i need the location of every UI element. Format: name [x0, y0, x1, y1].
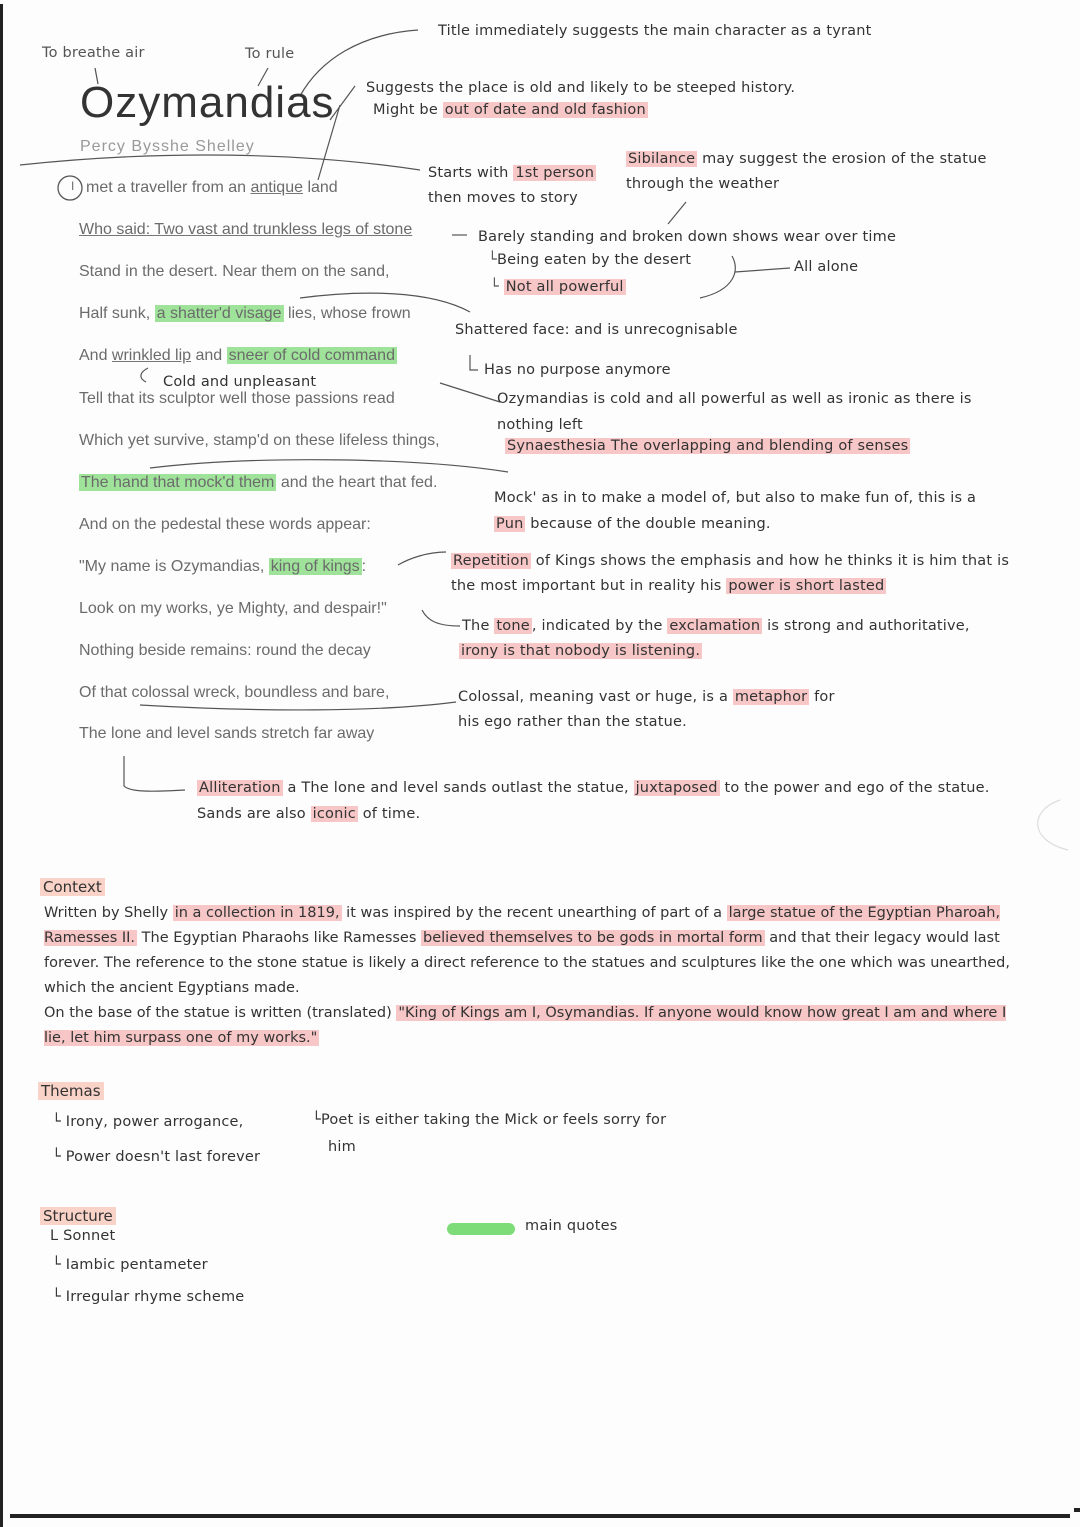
themes-heading: Themas [38, 1082, 104, 1100]
not-powerful-text: Not all powerful [505, 279, 624, 295]
theme-item-1-text: Irony, power arrogance, [65, 1114, 244, 1130]
line-5-a: And [79, 347, 112, 364]
note-place-old: Suggests the place is old and likely to be steeped history. [366, 80, 796, 96]
note-nothing-left: nothing left [497, 417, 583, 433]
poem-line-7: Which yet survive, stamp'd on these lifeless things, [79, 432, 440, 449]
note-irony-listening [459, 643, 702, 659]
tone-e: is strong and authoritative, [762, 618, 970, 634]
allit-d: to the power and ego of the statue. [719, 780, 990, 796]
quote-king-of-kings: king of kings [270, 558, 360, 575]
fp-a: Starts with [428, 165, 514, 181]
colossal-c: for [809, 689, 835, 705]
note-pun [494, 516, 771, 532]
structure-item-2 [52, 1257, 208, 1273]
poem-line-5 [79, 347, 397, 365]
ctx-collection: in a collection in 1819, [174, 905, 340, 921]
ctx-d: and that their legacy would last forever. The reference to the stone statue is likely a direct reference to the statues and sculptures like the one which was unearthed, which the ancient Egyptians made. [44, 930, 1010, 996]
ctx-statue: large statue of the Egyptian Pharoah, Ramesses II. [44, 905, 1001, 946]
synaesthesia-highlight [505, 438, 910, 454]
note-all-alone: All alone [794, 259, 859, 275]
structure-item-2-text: Iambic pentameter [65, 1257, 208, 1273]
note-tone [462, 618, 970, 634]
eaten-text: Being eaten by the desert [496, 252, 692, 268]
branch-mark: └ [488, 252, 497, 268]
quote-shatterd-visage: a shatter'd visage [156, 305, 282, 322]
structure-item-3 [52, 1289, 244, 1305]
theme-item-1 [52, 1114, 243, 1130]
irony-highlight: irony is that nobody is listening. [461, 643, 701, 659]
poem-title [80, 78, 335, 128]
line-4-c: lies, whose frown [283, 305, 411, 322]
poem-line-12: Nothing beside remains: round the decay [79, 642, 371, 659]
branch-mark: └ [52, 1257, 66, 1273]
line-1-antique: antique [250, 179, 303, 196]
sands-a: Sands are also [197, 806, 311, 822]
poem-line-11: Look on my works, ye Mighty, and despair!" [79, 600, 387, 617]
line-5-wrinkled-lip: wrinkled lip [111, 347, 192, 364]
sands-c: of time. [357, 806, 421, 822]
note-colossal [458, 689, 835, 705]
line-10-a: "My name is Ozymandias, [79, 558, 269, 575]
poem-line-14: The lone and level sands stretch far away [79, 725, 375, 742]
line-1-c: land [303, 179, 338, 196]
note-old-fashion [373, 102, 648, 118]
note-sibilance [626, 151, 987, 167]
line-1-a: met a traveller from an [86, 179, 251, 196]
allit-b: a The lone and level sands outlast the statue, [282, 780, 634, 796]
note-old-fashion-lead: Might be [373, 102, 443, 118]
note-not-all-powerful [490, 279, 626, 295]
note-power-short [451, 578, 886, 594]
theme-side-note [312, 1112, 666, 1128]
quote-hand-that-mockd: The hand that mock'd them [81, 474, 275, 491]
poem-line-6: Tell that its sculptor well those passions read [79, 390, 395, 407]
context-heading: Context [40, 878, 105, 896]
structure-item-1 [50, 1228, 115, 1244]
tone-a: The [462, 618, 495, 634]
branch-mark: └ [52, 1289, 66, 1305]
poem-author: Percy Bysshe Shelley [80, 138, 255, 155]
alliteration-term: Alliteration [199, 780, 281, 796]
line-5-c: and [191, 347, 227, 364]
repetition-rest: of Kings shows the emphasis and how he thinks it is him that is [530, 553, 1010, 569]
fp-1st-person: 1st person [515, 165, 595, 181]
quote-sneer-of-cold-command: sneer of cold command [228, 347, 395, 364]
exclamation-term: exclamation [669, 618, 761, 634]
note-eaten-by-desert [488, 252, 691, 268]
note-ego: his ego rather than the statue. [458, 714, 687, 730]
sibilance-rest: may suggest the erosion of the statue [697, 151, 987, 167]
power-short-highlight: power is short lasted [728, 578, 885, 594]
tone-c: , indicated by the [531, 618, 668, 634]
ctx-b: it was inspired by the recent unearthing of part of a [341, 905, 727, 921]
ctx2-a: On the base of the statue is written (translated) [44, 1005, 397, 1021]
colossal-a: Colossal, meaning vast or huge, is a [458, 689, 733, 705]
power-short-lead: the most important but in reality his [451, 578, 727, 594]
tone-term: tone [496, 618, 530, 634]
title-rest: mandias [161, 78, 335, 127]
structure-heading: Structure [40, 1207, 116, 1225]
note-title-tyrant: Title immediately suggests the main character as a tyrant [438, 23, 872, 39]
ctx2-inscription: "King of Kings am I, Osymandias. If anyone would know how great I am and where I lie, let him surpass one of my works." [44, 1005, 1007, 1046]
key-green-swatch [447, 1223, 515, 1235]
synaesthesia-def: The overlapping and blending of senses [606, 438, 909, 454]
label-to-rule: To rule [245, 46, 295, 62]
note-repetition [451, 553, 1009, 569]
theme-item-2-text: Power doesn't last forever [65, 1149, 261, 1165]
structure-item-3-text: Irregular rhyme scheme [65, 1289, 245, 1305]
branch-mark: └ [312, 1112, 321, 1128]
note-sands-iconic [197, 806, 420, 822]
label-to-breathe-air: To breathe air [42, 45, 145, 61]
juxtaposed-term: juxtaposed [635, 780, 718, 796]
note-cold-powerful: Ozymandias is cold and all powerful as well as ironic as there is [497, 391, 972, 407]
synaesthesia-term: Synaesthesia [507, 438, 607, 454]
note-old-fashion-highlight: out of date and old fashion [444, 102, 646, 118]
sibilance-term: Sibilance [628, 151, 696, 167]
metaphor-term: metaphor [734, 689, 808, 705]
key-main-quotes: main quotes [525, 1218, 618, 1234]
title-prefix: Ozy [80, 78, 162, 127]
repetition-term: Repetition [453, 553, 529, 569]
note-moves-to-story: then moves to story [428, 190, 578, 206]
context-paragraph-1 [44, 901, 1019, 1001]
branch-mark: └ [52, 1149, 66, 1165]
ctx-a: Written by Shelly [44, 905, 173, 921]
theme-side-text: Poet is either taking the Mick or feels sorry for [320, 1112, 667, 1128]
poem-line-2 [79, 221, 412, 239]
branch-mark: └ [490, 279, 504, 295]
pun-term: Pun [496, 516, 524, 532]
poem-line-13: Of that colossal wreck, boundless and bare, [79, 684, 390, 701]
context-paragraph-2 [44, 1001, 1019, 1051]
ctx-gods: believed themselves to be gods in mortal form [423, 930, 763, 946]
pun-rest: because of the double meaning. [525, 516, 771, 532]
line-8-b: and the heart that fed. [276, 474, 438, 491]
ctx-c: The Egyptian Pharaohs like Ramesses [137, 930, 422, 946]
note-through-weather: through the weather [626, 176, 780, 192]
note-barely-standing: Barely standing and broken down shows wear over time [478, 229, 897, 245]
line-4-a: Half sunk, [79, 305, 155, 322]
branch-mark: └ [52, 1114, 66, 1130]
iconic-term: iconic [312, 806, 356, 822]
theme-side-note-2: him [328, 1139, 356, 1155]
branch-mark: L [50, 1228, 64, 1244]
note-first-person [428, 165, 596, 181]
note-alliteration [197, 780, 990, 796]
poem-line-3: Stand in the desert. Near them on the sand, [79, 263, 390, 280]
line-1-numeral: I [71, 179, 75, 193]
structure-item-1-text: Sonnet [63, 1228, 116, 1244]
poem-line-9: And on the pedestal these words appear: [79, 516, 371, 533]
line-10-c: : [361, 558, 367, 575]
note-no-purpose: Has no purpose anymore [484, 362, 671, 378]
poem-line-10 [79, 558, 366, 576]
note-cold-unpleasant: Cold and unpleasant [163, 374, 317, 390]
line-2-text: Who said: Two vast and trunkless legs of stone [79, 221, 413, 238]
poem-line-4 [79, 305, 411, 323]
note-synaesthesia [505, 438, 910, 454]
poem-line-1 [71, 179, 338, 197]
note-shattered-face: Shattered face: and is unrecognisable [455, 322, 738, 338]
note-mock-meaning: Mock' as in to make a model of, but also to make fun of, this is a [494, 490, 977, 506]
poem-line-8 [79, 474, 437, 492]
theme-item-2 [52, 1149, 260, 1165]
